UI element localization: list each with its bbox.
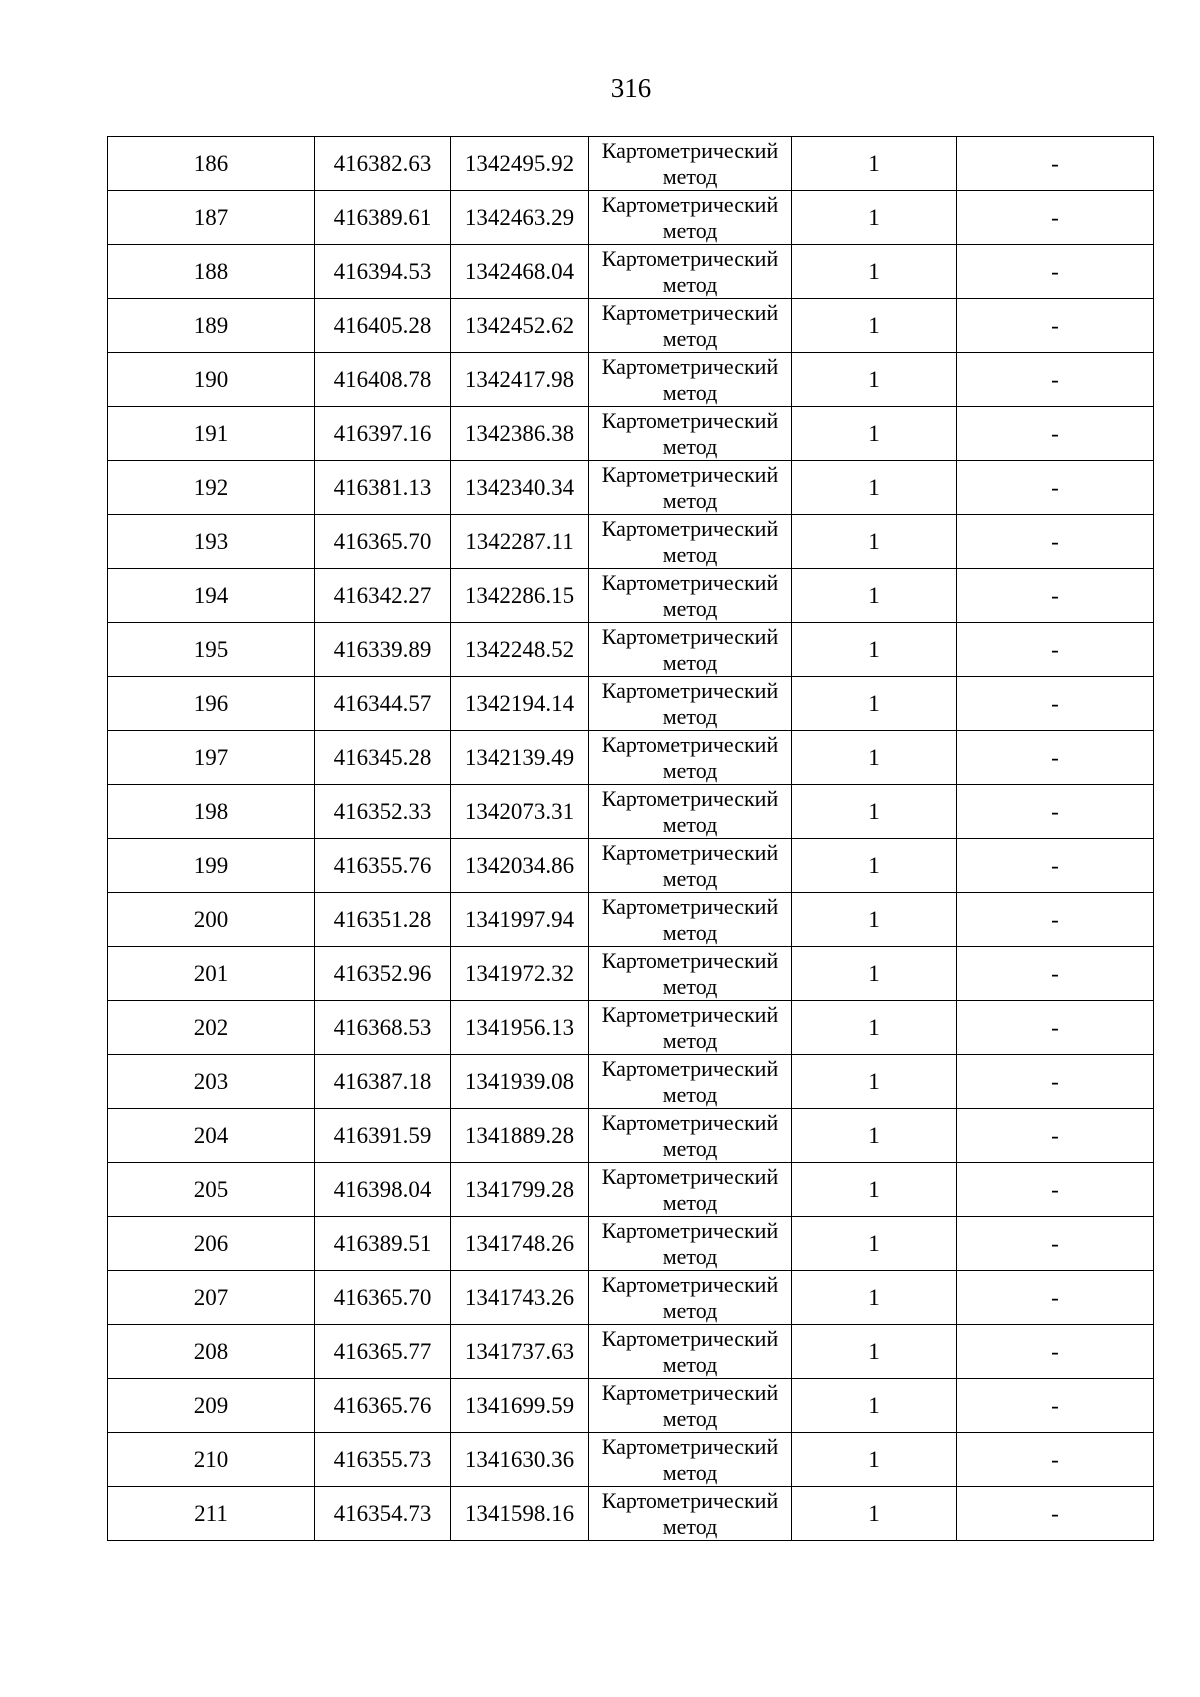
note-cell: - — [957, 1163, 1154, 1217]
point-number-cell: 200 — [108, 893, 315, 947]
method-label-line2: метод — [662, 1189, 718, 1215]
method-label-line2: метод — [662, 379, 718, 405]
point-number-cell: 208 — [108, 1325, 315, 1379]
method-label-line1: Картометрический — [601, 839, 779, 865]
accuracy-cell: 1 — [792, 407, 957, 461]
note-cell: - — [957, 1271, 1154, 1325]
point-number-cell: 187 — [108, 191, 315, 245]
method-cell — [589, 245, 792, 299]
table-row — [108, 1001, 1154, 1055]
x-coordinate-cell: 416342.27 — [315, 569, 451, 623]
table-row — [108, 893, 1154, 947]
point-number-cell: 201 — [108, 947, 315, 1001]
x-coordinate-cell: 416354.73 — [315, 1487, 451, 1541]
method-label-line2: метод — [662, 217, 718, 243]
note-cell: - — [957, 569, 1154, 623]
accuracy-cell: 1 — [792, 839, 957, 893]
method-label-line1: Картометрический — [601, 785, 779, 811]
point-number-cell: 197 — [108, 731, 315, 785]
y-coordinate-cell: 1342034.86 — [451, 839, 589, 893]
note-cell: - — [957, 515, 1154, 569]
x-coordinate-cell: 416408.78 — [315, 353, 451, 407]
x-coordinate-cell: 416365.77 — [315, 1325, 451, 1379]
method-cell — [589, 1217, 792, 1271]
page-number: 316 — [610, 73, 652, 103]
table-row — [108, 299, 1154, 353]
x-coordinate-cell: 416405.28 — [315, 299, 451, 353]
method-label-line1: Картометрический — [601, 407, 779, 433]
point-number-cell: 188 — [108, 245, 315, 299]
x-coordinate-cell: 416351.28 — [315, 893, 451, 947]
table-row — [108, 1109, 1154, 1163]
point-number-cell: 198 — [108, 785, 315, 839]
y-coordinate-cell: 1341748.26 — [451, 1217, 589, 1271]
table-row — [108, 1433, 1154, 1487]
x-coordinate-cell: 416365.76 — [315, 1379, 451, 1433]
point-number-cell: 211 — [108, 1487, 315, 1541]
point-number-cell: 189 — [108, 299, 315, 353]
note-cell: - — [957, 1109, 1154, 1163]
method-label-line2: метод — [662, 487, 718, 513]
table-row — [108, 785, 1154, 839]
method-cell — [589, 407, 792, 461]
method-cell — [589, 515, 792, 569]
x-coordinate-cell: 416391.59 — [315, 1109, 451, 1163]
table-row — [108, 1325, 1154, 1379]
point-number-cell: 204 — [108, 1109, 315, 1163]
table-row — [108, 1055, 1154, 1109]
method-cell — [589, 1433, 792, 1487]
y-coordinate-cell: 1342287.11 — [451, 515, 589, 569]
accuracy-cell: 1 — [792, 299, 957, 353]
method-label-line2: метод — [662, 595, 718, 621]
table-row — [108, 1217, 1154, 1271]
y-coordinate-cell: 1342194.14 — [451, 677, 589, 731]
y-coordinate-cell: 1341598.16 — [451, 1487, 589, 1541]
x-coordinate-cell: 416382.63 — [315, 137, 451, 191]
table-row — [108, 191, 1154, 245]
accuracy-cell: 1 — [792, 353, 957, 407]
method-label-line1: Картометрический — [601, 1379, 779, 1405]
y-coordinate-cell: 1341799.28 — [451, 1163, 589, 1217]
y-coordinate-cell: 1342452.62 — [451, 299, 589, 353]
method-cell — [589, 1487, 792, 1541]
method-cell — [589, 461, 792, 515]
method-cell — [589, 191, 792, 245]
point-number-cell: 202 — [108, 1001, 315, 1055]
table-row — [108, 1487, 1154, 1541]
accuracy-cell: 1 — [792, 1325, 957, 1379]
method-label-line2: метод — [662, 1513, 718, 1539]
y-coordinate-cell: 1342463.29 — [451, 191, 589, 245]
x-coordinate-cell: 416394.53 — [315, 245, 451, 299]
y-coordinate-cell: 1341956.13 — [451, 1001, 589, 1055]
point-number-cell: 205 — [108, 1163, 315, 1217]
method-label-line2: метод — [662, 703, 718, 729]
note-cell: - — [957, 785, 1154, 839]
x-coordinate-cell: 416345.28 — [315, 731, 451, 785]
x-coordinate-cell: 416389.61 — [315, 191, 451, 245]
method-cell — [589, 1109, 792, 1163]
note-cell: - — [957, 137, 1154, 191]
accuracy-cell: 1 — [792, 191, 957, 245]
method-label-line1: Картометрический — [601, 1001, 779, 1027]
y-coordinate-cell: 1342139.49 — [451, 731, 589, 785]
table-row — [108, 947, 1154, 1001]
accuracy-cell: 1 — [792, 1217, 957, 1271]
x-coordinate-cell: 416339.89 — [315, 623, 451, 677]
accuracy-cell: 1 — [792, 677, 957, 731]
note-cell: - — [957, 731, 1154, 785]
note-cell: - — [957, 1433, 1154, 1487]
accuracy-cell: 1 — [792, 893, 957, 947]
method-cell — [589, 1163, 792, 1217]
accuracy-cell: 1 — [792, 515, 957, 569]
method-cell — [589, 1325, 792, 1379]
table-row — [108, 461, 1154, 515]
method-label-line1: Картометрический — [601, 299, 779, 325]
accuracy-cell: 1 — [792, 1109, 957, 1163]
table-body — [108, 137, 1154, 1541]
note-cell: - — [957, 1217, 1154, 1271]
table-row — [108, 839, 1154, 893]
x-coordinate-cell: 416352.96 — [315, 947, 451, 1001]
note-cell: - — [957, 839, 1154, 893]
method-cell — [589, 1001, 792, 1055]
point-number-cell: 209 — [108, 1379, 315, 1433]
point-number-cell: 206 — [108, 1217, 315, 1271]
method-cell — [589, 893, 792, 947]
accuracy-cell: 1 — [792, 947, 957, 1001]
note-cell: - — [957, 245, 1154, 299]
note-cell: - — [957, 623, 1154, 677]
y-coordinate-cell: 1342286.15 — [451, 569, 589, 623]
table-row — [108, 569, 1154, 623]
accuracy-cell: 1 — [792, 785, 957, 839]
method-label-line2: метод — [662, 433, 718, 459]
point-number-cell: 199 — [108, 839, 315, 893]
accuracy-cell: 1 — [792, 1433, 957, 1487]
point-number-cell: 191 — [108, 407, 315, 461]
method-label-line2: метод — [662, 1405, 718, 1431]
method-cell — [589, 947, 792, 1001]
note-cell: - — [957, 407, 1154, 461]
method-label-line1: Картометрический — [601, 677, 779, 703]
method-label-line2: метод — [662, 541, 718, 567]
x-coordinate-cell: 416352.33 — [315, 785, 451, 839]
accuracy-cell: 1 — [792, 137, 957, 191]
method-label-line2: метод — [662, 973, 718, 999]
table-row — [108, 353, 1154, 407]
accuracy-cell: 1 — [792, 569, 957, 623]
point-number-cell: 193 — [108, 515, 315, 569]
table-row — [108, 515, 1154, 569]
x-coordinate-cell: 416389.51 — [315, 1217, 451, 1271]
point-number-cell: 195 — [108, 623, 315, 677]
method-label-line2: метод — [662, 1081, 718, 1107]
accuracy-cell: 1 — [792, 1379, 957, 1433]
accuracy-cell: 1 — [792, 623, 957, 677]
accuracy-cell: 1 — [792, 731, 957, 785]
table-row — [108, 137, 1154, 191]
method-label-line2: метод — [662, 163, 718, 189]
y-coordinate-cell: 1342340.34 — [451, 461, 589, 515]
table-row — [108, 623, 1154, 677]
method-label-line1: Картометрический — [601, 1055, 779, 1081]
accuracy-cell: 1 — [792, 461, 957, 515]
method-label-line2: метод — [662, 1027, 718, 1053]
y-coordinate-cell: 1341997.94 — [451, 893, 589, 947]
x-coordinate-cell: 416387.18 — [315, 1055, 451, 1109]
y-coordinate-cell: 1342386.38 — [451, 407, 589, 461]
y-coordinate-cell: 1342417.98 — [451, 353, 589, 407]
x-coordinate-cell: 416344.57 — [315, 677, 451, 731]
method-cell — [589, 785, 792, 839]
note-cell: - — [957, 1325, 1154, 1379]
y-coordinate-cell: 1341630.36 — [451, 1433, 589, 1487]
method-label-line2: метод — [662, 757, 718, 783]
method-cell — [589, 677, 792, 731]
x-coordinate-cell: 416365.70 — [315, 1271, 451, 1325]
note-cell: - — [957, 1001, 1154, 1055]
table-row — [108, 407, 1154, 461]
x-coordinate-cell: 416365.70 — [315, 515, 451, 569]
accuracy-cell: 1 — [792, 1055, 957, 1109]
method-label-line1: Картометрический — [601, 569, 779, 595]
point-number-cell: 207 — [108, 1271, 315, 1325]
accuracy-cell: 1 — [792, 1271, 957, 1325]
method-label-line2: метод — [662, 1135, 718, 1161]
method-label-line1: Картометрический — [601, 947, 779, 973]
note-cell: - — [957, 947, 1154, 1001]
y-coordinate-cell: 1341699.59 — [451, 1379, 589, 1433]
y-coordinate-cell: 1341743.26 — [451, 1271, 589, 1325]
note-cell: - — [957, 893, 1154, 947]
method-label-line1: Картометрический — [601, 461, 779, 487]
note-cell: - — [957, 1379, 1154, 1433]
accuracy-cell: 1 — [792, 1487, 957, 1541]
method-cell — [589, 623, 792, 677]
method-label-line1: Картометрический — [601, 1271, 779, 1297]
y-coordinate-cell: 1342073.31 — [451, 785, 589, 839]
method-label-line2: метод — [662, 325, 718, 351]
method-cell — [589, 569, 792, 623]
point-number-cell: 194 — [108, 569, 315, 623]
note-cell: - — [957, 191, 1154, 245]
method-label-line1: Картометрический — [601, 1433, 779, 1459]
method-cell — [589, 1055, 792, 1109]
x-coordinate-cell: 416368.53 — [315, 1001, 451, 1055]
method-label-line2: метод — [662, 1459, 718, 1485]
method-label-line1: Картометрический — [601, 1109, 779, 1135]
note-cell: - — [957, 299, 1154, 353]
table-row — [108, 731, 1154, 785]
method-cell — [589, 1379, 792, 1433]
method-label-line2: метод — [662, 865, 718, 891]
accuracy-cell: 1 — [792, 1001, 957, 1055]
note-cell: - — [957, 353, 1154, 407]
method-label-line1: Картометрический — [601, 515, 779, 541]
method-label-line1: Картометрический — [601, 353, 779, 379]
method-cell — [589, 353, 792, 407]
x-coordinate-cell: 416398.04 — [315, 1163, 451, 1217]
method-label-line1: Картометрический — [601, 245, 779, 271]
y-coordinate-cell: 1342495.92 — [451, 137, 589, 191]
coordinates-table — [107, 136, 1154, 1541]
x-coordinate-cell: 416397.16 — [315, 407, 451, 461]
point-number-cell: 190 — [108, 353, 315, 407]
y-coordinate-cell: 1341939.08 — [451, 1055, 589, 1109]
method-label-line2: метод — [662, 1243, 718, 1269]
x-coordinate-cell: 416381.13 — [315, 461, 451, 515]
method-label-line2: метод — [662, 649, 718, 675]
method-label-line2: метод — [662, 1351, 718, 1377]
method-label-line2: метод — [662, 271, 718, 297]
note-cell: - — [957, 1055, 1154, 1109]
note-cell: - — [957, 461, 1154, 515]
method-label-line2: метод — [662, 1297, 718, 1323]
note-cell: - — [957, 677, 1154, 731]
method-label-line1: Картометрический — [601, 1217, 779, 1243]
method-cell — [589, 731, 792, 785]
method-cell — [589, 1271, 792, 1325]
method-label-line1: Картометрический — [601, 1487, 779, 1513]
y-coordinate-cell: 1342248.52 — [451, 623, 589, 677]
accuracy-cell: 1 — [792, 245, 957, 299]
note-cell: - — [957, 1487, 1154, 1541]
method-cell — [589, 839, 792, 893]
point-number-cell: 192 — [108, 461, 315, 515]
y-coordinate-cell: 1341972.32 — [451, 947, 589, 1001]
accuracy-cell: 1 — [792, 1163, 957, 1217]
y-coordinate-cell: 1341737.63 — [451, 1325, 589, 1379]
y-coordinate-cell: 1342468.04 — [451, 245, 589, 299]
method-cell — [589, 137, 792, 191]
point-number-cell: 196 — [108, 677, 315, 731]
x-coordinate-cell: 416355.73 — [315, 1433, 451, 1487]
method-label-line2: метод — [662, 811, 718, 837]
method-label-line1: Картометрический — [601, 623, 779, 649]
method-cell — [589, 299, 792, 353]
x-coordinate-cell: 416355.76 — [315, 839, 451, 893]
table-row — [108, 1379, 1154, 1433]
table-row — [108, 245, 1154, 299]
y-coordinate-cell: 1341889.28 — [451, 1109, 589, 1163]
point-number-cell: 210 — [108, 1433, 315, 1487]
method-label-line1: Картометрический — [601, 1325, 779, 1351]
method-label-line1: Картометрический — [601, 1163, 779, 1189]
table-row — [108, 677, 1154, 731]
table-row — [108, 1163, 1154, 1217]
method-label-line1: Картометрический — [601, 191, 779, 217]
table-row — [108, 1271, 1154, 1325]
method-label-line2: метод — [662, 919, 718, 945]
method-label-line1: Картометрический — [601, 893, 779, 919]
method-label-line1: Картометрический — [601, 137, 779, 163]
point-number-cell: 203 — [108, 1055, 315, 1109]
point-number-cell: 186 — [108, 137, 315, 191]
method-label-line1: Картометрический — [601, 731, 779, 757]
